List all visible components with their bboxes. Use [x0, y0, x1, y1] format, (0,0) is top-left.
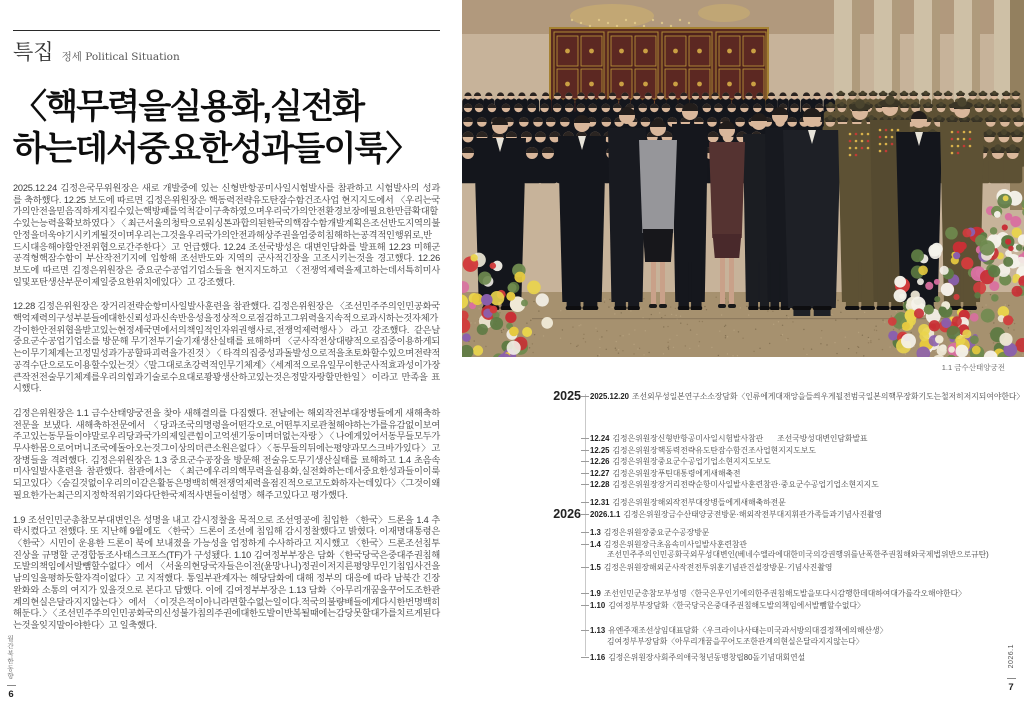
timeline-entry-line2: 김여정부부장담화〈아무리개꿈을꾸어도조한관계의현실은달라지지않는다〉 [607, 636, 864, 646]
events-timeline [548, 386, 1024, 686]
timeline-entry [590, 498, 786, 509]
timeline-entry-text: 김정은위원장신형반항공미사일시험발사참관 [612, 434, 764, 443]
section-title: 특집 [13, 40, 54, 64]
section-header [13, 36, 180, 66]
timeline-entry-text: 김정은위원장핵동력전략유도탄잠수함건조사업현지지도보도 [612, 445, 816, 455]
timeline-entry-text: 김정은위원장장거리전략순항미사일발사훈련참관·중요군수공업기업소현지지도 [612, 480, 879, 489]
left-page-number: 6 [8, 689, 14, 700]
timeline-tick [581, 450, 589, 451]
timeline-entry-text: 김정은위원장푸틴대통령에게새해축전 [612, 468, 741, 478]
timeline-entry [590, 434, 868, 445]
timeline-tick [581, 605, 589, 606]
timeline-axis [585, 394, 586, 656]
timeline-tick [581, 502, 589, 503]
timeline-entry-date: 1.9 [590, 589, 601, 598]
timeline-tick [581, 396, 589, 397]
body-paragraph: 2025.12.24 김정은국무위원장은 새로 개발중에 있는 신형반항공미사일시험발사를 참관하고 시험발사의 성과를 축하했다. 12.25 보도에 따르면 김정은위원장은 핵동력전략유도탄잠수함건조사업 현지지도에서 〈우리는국가의안전을믿음직하게지킬수있는핵방패를억척같이구축하였으며우리국가의안전환경보장에필요한만큼확대할수있는능력을확보하였다〉〈최근서울의청탁으로워싱톤과합의된한국의핵잠수함개발계획은조선반도지역의불안정을더욱야기시키게될것이며우리는그것을우리국가의안전과해상주권을엄중히침해하는공격적인행위로,반드시대응해야할안전위협으로간주한다〉고 언급했다. 12.24 조선국방성은 대변인담화를 발표해 12.23 미해군공격형핵잠수함이 부산작전기지에 입항해 조선반도와 지역의 군사적긴장을 고조시키는것을 경고했다. 12.26 보도에 따르면 김정은위원장은 중요군수공업기업소들을 현지지도하고 〈전쟁억제력을제고하는데서특히미사일및포탄생산부문이제일중요한위치에있다〉고 강조했다. [13, 183, 440, 287]
timeline-entry [590, 457, 771, 468]
ri-sol-ju-figure [639, 140, 677, 233]
timeline-entry-date: 1.3 [590, 528, 601, 537]
timeline-entry-date: 1.4 [590, 539, 601, 549]
timeline-entry-text: 김정은위원장중요군수공업기업소현지지도보도 [612, 457, 771, 466]
timeline-entry [590, 446, 816, 457]
timeline-entry-date: 2025.12.20 [590, 392, 630, 401]
body-paragraph: 12.28 김정은위원장은 장거리전략순항미사일발사훈련을 참관했다. 김정은위원장은 〈조선민주주의인민공화국핵억제력의구성부분들에대한신뢰성과신속반응성을정상적으로점검하고그위력을지속적으로과시하는것자체가각이한안전위협을받고있는현정세국면에서의책임적인자위권행사로,전쟁억제력행사〉라고 강조했다. 같은날 중요군수공업기업소를 방문해 무기전투기술기재생산실태를 료해하며 〈군사작전상대량적으로집중이용하게되는이무기체계는고정밀성과가공할파괴력을가진것〉〈타격의집중성과돌발성으로적을초토화할수있으며전략적공격수단으로도이용할수있는것〉〈말그대로초강력적인무기체계〉〈세계적으로유일무이한군사적효과성이가장큰작전전술무기체계를우리의힘과기술로수요대로꽝꽝생산하고있는것은정말자랑할만한일〉이라고 만족을 표시했다. [13, 301, 440, 394]
header-rule [13, 30, 440, 31]
timeline-tick [581, 514, 589, 515]
body-paragraph: 김정은위원장은 1.1 금수산태양궁전을 찾아 새해결의를 다짐했다. 전날에는 해외작전부대장병들에게 새해축하전문을 보냈다. 새해축하전문에서 〈당과조국의명령을어떤각오로,어떤투지로관철해야하는가를유감없이보여주고있는동무들이야말로우리당과국가의제일큰힘이고억센기둥이며더없는자랑〉〈나에게있어서동무들모두가무사한몸으로어머니조국에돌아오는것그이상의더큰소원은없다〉〈동무들의뒤에는평양과모스크바가있다〉고 장병들을 격려했다. 김정은위원장은 1.3 중요군수공장을 방문해 전술유도무기생산실태를 료해하고 1.4 초음속미사일발사훈련을 참관했다. 참관에서는 〈최근에우리의핵무력을실용화,실전화하는데서중요한성과들이이룩되고있다〉〈숨길것없이우리의이같은활동은명백히핵전쟁억제력을점진적으로고도화하자는데있다〉〈그것이왜필요한가는최근의지정학적위기와다단한국제적사변들이설명〉해주고있다고 평가했다. [13, 407, 440, 500]
timeline-tick [581, 630, 589, 631]
timeline-tick [581, 657, 589, 658]
timeline-entry-date: 1.16 [590, 653, 606, 662]
timeline-entry-text: 김정은위원장중요군수공장방문 [603, 528, 710, 537]
timeline-tick [581, 567, 589, 568]
timeline-entry [590, 540, 989, 561]
crowd-figure [672, 124, 708, 302]
official-figure [558, 136, 606, 302]
timeline-entry [590, 653, 805, 664]
timeline-entry-date: 12.25 [590, 445, 610, 455]
body-paragraph: 1.9 조선인민군총참모부대변인은 성명을 내고 감시정찰을 목적으로 조선영공에 침입한 〈한국〉드론을 1.4 추락시켰다고 전했다. 또 지난해 9월에도 〈한국〉드론이 조선에 침입해 감시정찰했다고 밝혔다. 이재명대통령은 〈한국〉시민이 운용한 드론이 북에 보내졌을 가능성을 엄정하게 수사하라고 지시했고 〈한국〉드론조선침투진상을 규명할 군경합동조사태스크포스(TF)가 구성됐다. 1.10 김여정부부장은 담화〈한국당국은중대주권침해도발의책임에서발뺌할수없다〉에서 〈서울의현당국자들은이전(윤망나니)정권이저지른평양무인기침입사건을남의일을평하듯할자격이없다〉고 지적했다. 통일부관계자는 해당담화에 대해 정부의 대응에 따라 남북간 긴장완화와 소통의 여지가 있을것으로 본다고 답했다. 이에 김여정부부장은 1.13 담화〈아무리개꿈을꾸어도조한관계의현실은달라지지않는다〉에서 〈이것은적이아니라면할수없는일이다.적국의불량배들에게다시한번명백히해둔다.〉〈조선민주주의인민공화국의신성불가침의주권에대한도발이반복될때에는감당못할대가를치르게된다는것을잊지말아야한다〉고 일축했다. [13, 514, 440, 630]
timeline-entry [590, 480, 879, 491]
timeline-entry-date: 1.10 [590, 601, 606, 610]
right-folio-rule [1007, 678, 1016, 679]
left-folio [5, 635, 17, 700]
chandelier-glow [570, 4, 654, 28]
timeline-entry-date: 1.5 [590, 563, 601, 572]
kim-jong-un-figure [783, 130, 841, 308]
headline-line1: 〈핵무력을실용화,실전화 [13, 88, 364, 126]
timeline-tick [581, 473, 589, 474]
timeline-entry [590, 510, 882, 521]
timeline-entry-text: 김정은위원장극초음속미사일발사훈련참관 [603, 539, 747, 549]
timeline-tick [581, 532, 589, 533]
timeline-entry [590, 626, 887, 647]
section-subtitle [62, 49, 180, 66]
timeline-tick [581, 544, 589, 545]
timeline-entry-text: 조선외무성일본연구소소장담화〈인류에게대재앙을들씌우게될전범국일본의핵무장화기도는철저히저지되여야한다〉 [632, 392, 1024, 401]
photo-caption: 1.1 금수산태양궁전 [941, 363, 1005, 372]
article-body [13, 183, 440, 645]
timeline-entry-line2: 조선민주주의인민공화국외무성대변인(베네수엘라에대한미국의강권행위를난폭한주권침해와국제법위반으로규탄) [607, 550, 989, 559]
timeline-entry-date: 1.13 [590, 626, 606, 635]
timeline-entry-text: 조선인민군총참모부성명〈한국은무인기에의한주권침해도발을또다시감행한데대하여대가를각오해야한다〉 [603, 589, 966, 598]
timeline-entry-text: 김정은위원장해외군사작전전투위훈기념관건설장방문·기념사진촬영 [603, 563, 833, 572]
timeline-year-label: 2025 [553, 389, 581, 403]
chandelier-glow [698, 4, 750, 22]
palace-photo [462, 0, 1024, 357]
left-folio-rule [7, 685, 16, 686]
palace-photo-scene [462, 0, 1024, 357]
right-page-number: 7 [1008, 682, 1014, 694]
right-spine-issue: 2026.1 [1007, 644, 1015, 669]
timeline-entry-text: 김정은위원장사회주의애국청년동맹창립80돌기념대회연설 [608, 653, 806, 662]
timeline-entry-date: 12.28 [590, 480, 610, 489]
timeline-tick [581, 461, 589, 462]
left-spine-title: 월간북한동향 [6, 635, 13, 680]
section-topic-en: Political Situation [85, 51, 180, 63]
timeline-entry-date: 12.24 [590, 434, 610, 443]
timeline-entry [590, 601, 865, 612]
timeline-entry-date: 12.31 [590, 498, 610, 507]
timeline-entry [590, 469, 741, 480]
section-topic: 정세 [61, 51, 82, 63]
timeline-entry-text: 김정은위원장해외작전부대장병들에게새해축하전문 [612, 498, 786, 507]
timeline-year-label: 2026 [553, 507, 581, 521]
timeline-entry-date: 12.27 [590, 468, 610, 478]
timeline-entry [590, 589, 966, 600]
timeline-entry [590, 392, 1024, 403]
timeline-entry-text: 김여정부부장담화〈한국당국은중대주권침해도발의책임에서발뺌할수없다〉 [608, 601, 865, 610]
timeline-entry-text: 유엔주재조선상임대표담화〈우크라이나사태는미국과서방의대결정책에의해산생〉 [608, 626, 888, 635]
timeline-entry [590, 563, 832, 574]
timeline-entry-text: 김정은위원장금수산태양궁전방문·해외작전부대지휘관가족들과기념사진촬영 [623, 510, 883, 519]
timeline-entry-date: 2026.1.1 [590, 510, 621, 519]
timeline-tick [581, 484, 589, 485]
article-headline [13, 86, 453, 170]
timeline-entry [590, 528, 709, 539]
headline-line2: 하는데서중요한성과들이룩〉 [13, 130, 418, 169]
timeline-entry-extra: 조선국방성대변인담화발표 [777, 434, 868, 443]
timeline-entry-date: 12.26 [590, 457, 610, 466]
timeline-tick [581, 593, 589, 594]
kim-ju-ae-figure [709, 142, 745, 238]
timeline-tick [581, 438, 589, 439]
right-folio [1004, 644, 1018, 693]
